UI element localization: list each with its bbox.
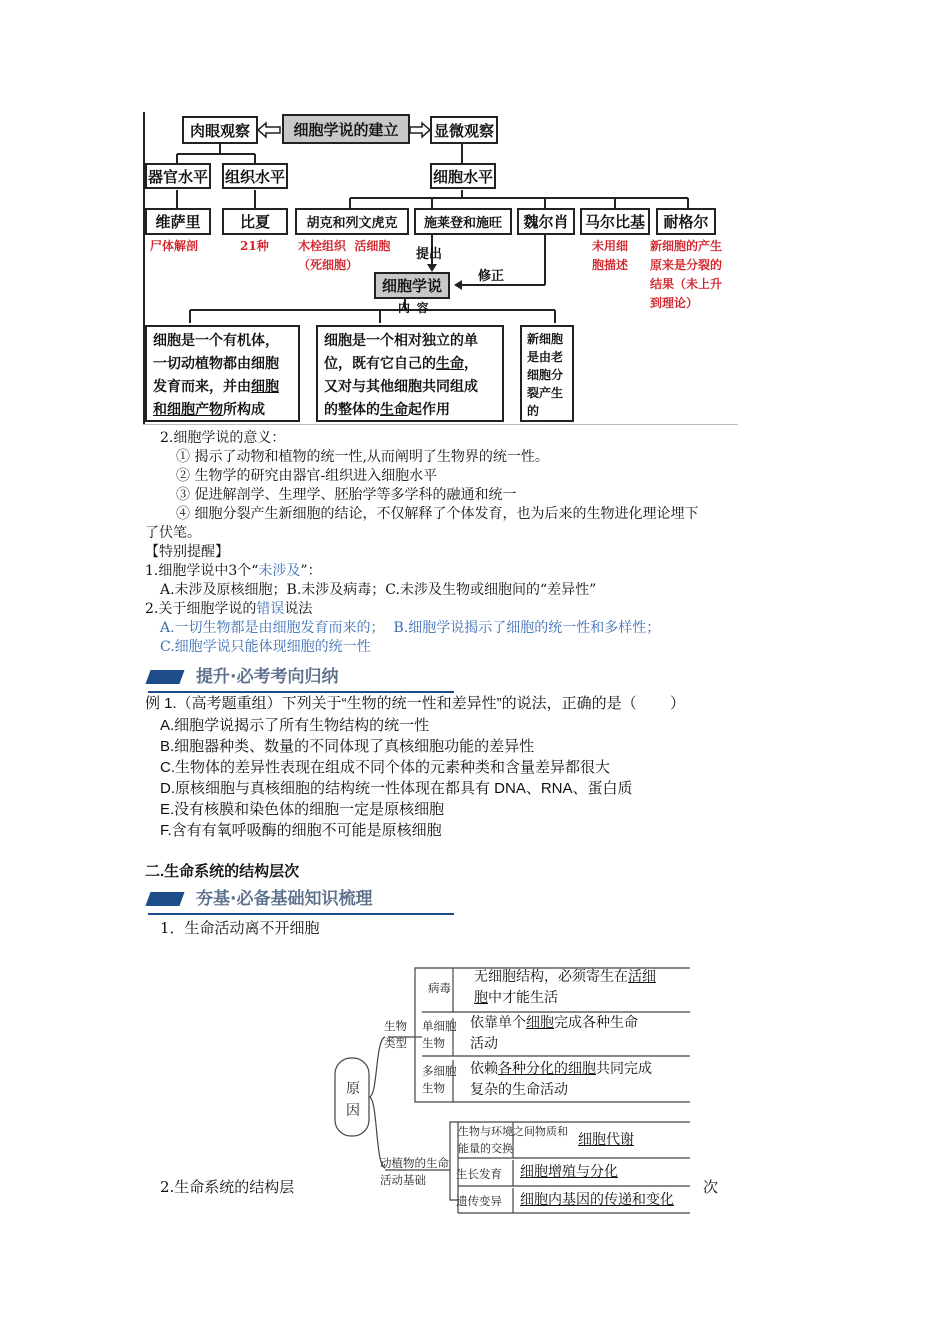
banner-underline	[148, 691, 454, 693]
mindmap-unicellular-text: 依靠单个细胞完成各种生命 活动	[470, 1015, 638, 1052]
note-nageli-2: 原来是分裂的	[650, 258, 723, 272]
scientist-virchow: 魏尔肖	[517, 208, 575, 235]
content-box-3: 新细胞 是由老 细胞分 裂产生 的	[520, 325, 574, 422]
mindmap-exchange: 生物与环境之间物质和能量的交换	[458, 1125, 568, 1155]
scientist-schleiden-schwann: 施莱登和施旺	[414, 208, 512, 235]
reminder-line-2: A.未涉及原核细胞；B.未涉及病毒；C.未涉及生物或细胞间的“差异性”	[160, 582, 597, 598]
note-nageli-4: 到理论）	[650, 296, 699, 310]
example-option-a: A.细胞学说揭示了所有生物结构的统一性	[160, 717, 430, 734]
reminder-line-5: C.细胞学说只能体现细胞的统一性	[160, 639, 371, 655]
mindmap-branch-1: 生物类型	[384, 1019, 407, 1050]
mindmap-heredity-text: 细胞内基因的传递和变化	[520, 1192, 674, 1208]
significance-item-1: ① 揭示了动物和植物的统一性,从而阐明了生物界的统一性。	[176, 449, 549, 465]
note-bichat: 21种	[240, 239, 269, 253]
arrow-left-icon	[256, 120, 286, 140]
cell-level-box: 细胞水平	[430, 163, 496, 189]
label-content: 内 容	[398, 301, 429, 315]
reminder-line-1: 1.细胞学说中3个“未涉及”：	[145, 563, 322, 579]
significance-item-4-cont: 了伏笔。	[145, 525, 201, 541]
example-option-f: F.含有有氧呼吸酶的细胞不可能是原核细胞	[160, 822, 442, 839]
scientist-hooke: 胡克和列文虎克	[295, 208, 409, 235]
banner-basics: 夯基·必备基础知识梳理	[148, 886, 454, 912]
microscope-box: 显微观察	[430, 116, 498, 144]
scientist-nageli: 耐格尔	[656, 208, 716, 235]
mindmap-multicellular-text: 依赖各种分化的细胞共同完成 复杂的生命活动	[470, 1061, 652, 1098]
example-option-b: B.细胞器种类、数量的不同体现了真核细胞功能的差异性	[160, 738, 535, 755]
mindmap-growth: 生长发育	[456, 1167, 502, 1181]
note-hooke-2: （死细胞）	[298, 258, 359, 272]
mindmap-branch-2: 动植物的生命活动基础	[380, 1156, 449, 1187]
subsection-2: 2.生命系统的结构层	[160, 1178, 295, 1196]
mindmap-heredity: 遗传变异	[456, 1194, 502, 1208]
mindmap-multicellular: 多细胞生物	[422, 1064, 457, 1095]
subsection-1: 1．生命活动离不开细胞	[160, 919, 320, 937]
scientist-bichat: 比夏	[222, 208, 288, 235]
reminder-title: 【特别提醒】	[145, 544, 229, 560]
mindmap-growth-text: 细胞增殖与分化	[520, 1164, 618, 1180]
banner-underline	[148, 913, 454, 915]
significance-title: 2.细胞学说的意义：	[160, 430, 286, 446]
section-2-title: 二.生命系统的结构层次	[145, 863, 300, 880]
reminder-line-3: 2.关于细胞学说的错误说法	[145, 601, 313, 617]
note-malpighi-1: 未用细	[592, 239, 629, 253]
note-vesalius: 尸体解剖	[150, 239, 199, 253]
tissue-level-box: 组织水平	[222, 163, 288, 189]
example-option-d: D.原核细胞与真核细胞的结构统一性体现在都具有 DNA、RNA、蛋白质	[160, 780, 633, 797]
banner-bar-icon	[145, 670, 184, 684]
naked-eye-box: 肉眼观察	[182, 116, 258, 144]
mindmap-root: 原因	[346, 1081, 360, 1119]
cell-theory-establishment-box: 细胞学说的建立	[282, 114, 410, 144]
cell-theory-box: 细胞学说	[374, 272, 450, 299]
note-nageli-1: 新细胞的产生	[650, 239, 723, 253]
subsection-2-tail: 次	[703, 1178, 719, 1196]
note-nageli-3: 结果（未上升	[650, 277, 723, 291]
example-stem: 例 1.（高考题重组）下列关于“生物的统一性和差异性”的说法，正确的是（ ）	[145, 695, 686, 712]
significance-item-4: ④ 细胞分裂产生新细胞的结论，不仅解释了个体发育，也为后来的生物进化理论埋下	[176, 506, 699, 522]
label-revise: 修正	[478, 268, 505, 283]
scientist-vesalius: 维萨里	[145, 208, 211, 235]
mindmap-virus-text: 无细胞结构，必须寄生在活细 胞中才能生活	[474, 969, 656, 1006]
note-malpighi-2: 胞描述	[592, 258, 629, 272]
note-hooke-1: 木栓组织 活细胞	[298, 239, 391, 253]
mindmap-unicellular: 单细胞生物	[422, 1019, 457, 1050]
content-box-1: 细胞是一个有机体， 一切动植物都由细胞 发育而来，并由细胞 和细胞产物所构成	[145, 325, 300, 422]
banner-review: 提升·必考考向归纳	[148, 664, 454, 690]
scientist-malpighi: 马尔比基	[580, 208, 650, 235]
significance-item-3: ③ 促进解剖学、生理学、胚胎学等多学科的融通和统一	[176, 487, 517, 503]
example-option-c: C.生物体的差异性表现在组成不同个体的元素种类和含量差异都很大	[160, 759, 611, 776]
mindmap-exchange-text: 细胞代谢	[578, 1132, 634, 1148]
label-propose: 提出	[416, 246, 443, 261]
organ-level-box: 器官水平	[145, 163, 211, 189]
arrow-right-icon	[408, 120, 434, 140]
content-box-2: 细胞是一个相对独立的单 位，既有它自己的生命， 又对与其他细胞共同组成 的整体的生命起作用	[316, 325, 504, 422]
mindmap-virus: 病毒	[428, 981, 451, 995]
significance-item-2: ② 生物学的研究由器官-组织进入细胞水平	[176, 468, 438, 484]
example-option-e: E.没有核膜和染色体的细胞一定是原核细胞	[160, 801, 445, 818]
banner-bar-icon	[145, 892, 184, 906]
reminder-line-4: A.一切生物都是由细胞发育而来的； B.细胞学说揭示了细胞的统一性和多样性；	[160, 620, 661, 636]
